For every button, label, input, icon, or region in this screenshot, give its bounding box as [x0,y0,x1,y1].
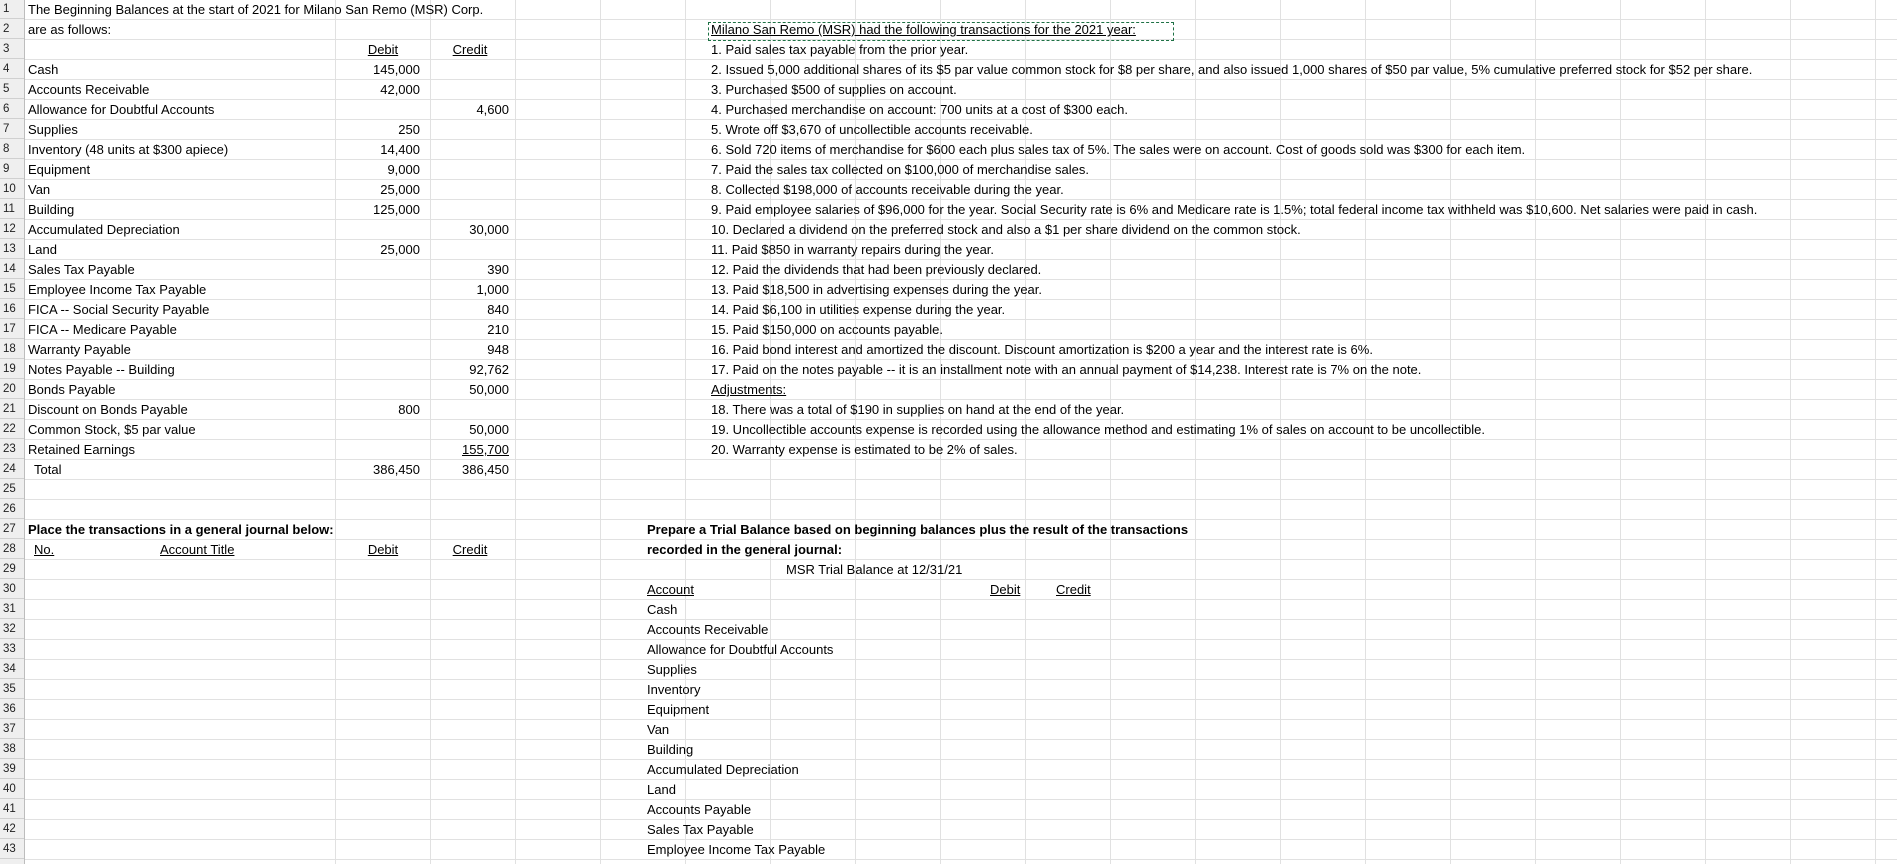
row-number[interactable]: 21 [0,400,24,419]
adjustments-heading: Adjustments: [711,382,787,397]
balance-debit[interactable] [340,340,420,359]
balance-debit[interactable]: 42,000 [380,82,420,97]
row-number[interactable]: 27 [0,520,24,539]
row-number[interactable]: 33 [0,640,24,659]
balance-debit[interactable]: 145,000 [373,62,420,77]
row-number[interactable]: 18 [0,340,24,359]
row-number[interactable]: 4 [0,60,24,79]
balance-debit[interactable]: 800 [398,402,420,417]
transaction-item[interactable]: 13. Paid $18,500 in advertising expenses during the year. [711,282,1043,297]
row-number[interactable]: 23 [0,440,24,459]
transaction-item[interactable]: 3. Purchased $500 of supplies on account. [711,82,957,97]
transaction-item[interactable]: 7. Paid the sales tax collected on $100,000 of merchandise sales. [711,162,1089,177]
transaction-item[interactable]: 6. Sold 720 items of merchandise for $600 each plus sales tax of 5%. The sales were on account. Cost of goods sold was $300 for each item. [711,142,1526,157]
journal-col-account-title: Account Title [160,542,235,557]
balance-account[interactable]: Bonds Payable [28,382,116,397]
trial-account[interactable]: Cash [647,602,678,617]
transaction-item[interactable]: 4. Purchased merchandise on account: 700 units at a cost of $300 each. [711,102,1128,117]
balance-account[interactable]: Supplies [28,122,78,137]
row-number[interactable]: 28 [0,540,24,559]
transaction-item[interactable]: 15. Paid $150,000 on accounts payable. [711,322,944,337]
balance-debit[interactable]: 250 [398,122,420,137]
balance-debit[interactable] [340,300,420,319]
row-number[interactable]: 38 [0,740,24,759]
balance-account[interactable]: Inventory (48 units at $300 apiece) [28,142,229,157]
gridline [1705,0,1706,864]
row-number[interactable]: 25 [0,480,24,499]
balance-credit[interactable]: 50,000 [469,422,509,437]
balance-credit[interactable]: 155,700 [462,442,509,457]
row-number[interactable]: 19 [0,360,24,379]
gridline [335,0,336,864]
transactions-heading: Milano San Remo (MSR) had the following transactions for the 2021 year: [711,22,1136,37]
trial-account[interactable]: Building [647,742,694,757]
intro-line-2: are as follows: [28,22,112,37]
balances-total-debit: 386,450 [373,462,420,477]
gridline [1790,0,1791,864]
balance-account[interactable]: Building [28,202,75,217]
row-number[interactable]: 43 [0,840,24,859]
balance-credit[interactable]: 210 [487,322,509,337]
gridline [1875,0,1876,864]
transaction-item[interactable]: 11. Paid $850 in warranty repairs during the year. [711,242,995,257]
balance-credit[interactable]: 840 [487,302,509,317]
row-number[interactable]: 36 [0,700,24,719]
adjustment-item[interactable]: 20. Warranty expense is estimated to be 2% of sales. [711,442,1018,457]
row-number[interactable]: 20 [0,380,24,399]
balance-account[interactable]: Retained Earnings [28,442,135,457]
balances-credit-header: Credit [452,42,488,57]
balances-debit-header: Debit [367,42,399,57]
balance-credit[interactable]: 1,000 [476,282,509,297]
balance-account[interactable]: Accumulated Depreciation [28,222,180,237]
balance-debit[interactable] [340,280,420,299]
gridline [1620,0,1621,864]
balance-debit[interactable]: 9,000 [387,162,420,177]
balance-credit[interactable] [425,80,509,99]
row-number[interactable]: 17 [0,320,24,339]
journal-heading: Place the transactions in a general journal below: [28,522,334,537]
row-number[interactable]: 14 [0,260,24,279]
balance-debit[interactable] [340,320,420,339]
row-number[interactable]: 16 [0,300,24,319]
row-number[interactable]: 15 [0,280,24,299]
balance-debit[interactable]: 25,000 [380,242,420,257]
row-number[interactable]: 31 [0,600,24,619]
trial-account[interactable]: Equipment [647,702,710,717]
balance-account[interactable]: Discount on Bonds Payable [28,402,188,417]
row-number[interactable]: 3 [0,40,24,59]
trial-account[interactable]: Accounts Receivable [647,622,769,637]
row-number[interactable]: 6 [0,100,24,119]
row-number[interactable]: 5 [0,80,24,99]
balance-debit[interactable] [340,260,420,279]
balance-account[interactable]: Sales Tax Payable [28,262,135,277]
balance-credit[interactable]: 92,762 [469,362,509,377]
row-number[interactable]: 7 [0,120,24,139]
balance-debit[interactable]: 14,400 [380,142,420,157]
balance-account[interactable]: Land [28,242,57,257]
row-number[interactable]: 8 [0,140,24,159]
row-number[interactable]: 32 [0,620,24,639]
row-number[interactable]: 2 [0,20,24,39]
row-number[interactable]: 26 [0,500,24,519]
trial-account[interactable]: Inventory [647,682,701,697]
transaction-item[interactable]: 17. Paid on the notes payable -- it is an installment note with an annual payment of $14,238. Interest rate is 7% on the note. [711,362,1422,377]
row-number[interactable]: 37 [0,720,24,739]
balance-account[interactable]: FICA -- Social Security Payable [28,302,210,317]
adjustment-item[interactable]: 18. There was a total of $190 in supplies on hand at the end of the year. [711,402,1125,417]
row-number[interactable]: 1 [0,0,24,19]
trial-col-account: Account [647,582,694,597]
adjustment-item[interactable]: 19. Uncollectible accounts expense is recorded using the allowance method and estimating 1% of sales on account to be uncollectible. [711,422,1485,437]
transaction-item[interactable]: 9. Paid employee salaries of $96,000 for the year. Social Security rate is 6% and Medicare rate is 1.5%; total federal income tax withheld was $10,600. Net salaries were paid in cash. [711,202,1758,217]
row-number[interactable]: 22 [0,420,24,439]
row-number[interactable]: 30 [0,580,24,599]
balance-account[interactable]: Warranty Payable [28,342,131,357]
balance-account[interactable]: FICA -- Medicare Payable [28,322,177,337]
transaction-item[interactable]: 5. Wrote off $3,670 of uncollectible accounts receivable. [711,122,1033,137]
balance-account[interactable]: Notes Payable -- Building [28,362,175,377]
balance-credit[interactable] [425,60,509,79]
balance-account[interactable]: Cash [28,62,59,77]
row-number[interactable]: 41 [0,800,24,819]
balance-credit[interactable] [425,140,509,159]
balances-total-label: Total [34,462,62,477]
balance-debit[interactable] [340,440,420,459]
row-header-column [0,0,25,864]
balances-total-credit: 386,450 [462,462,509,477]
balance-credit[interactable] [425,400,509,419]
row-number[interactable]: 24 [0,460,24,479]
trial-account[interactable]: Employee Income Tax Payable [647,842,826,857]
trial-account[interactable]: Van [647,722,670,737]
balance-credit[interactable]: 390 [487,262,509,277]
balance-credit[interactable] [425,200,509,219]
balance-credit[interactable] [425,120,509,139]
transaction-item[interactable]: 8. Collected $198,000 of accounts receivable during the year. [711,182,1064,197]
row-number[interactable]: 12 [0,220,24,239]
journal-col-debit: Debit [367,542,399,557]
row-number[interactable]: 34 [0,660,24,679]
gridline [515,0,516,864]
trial-account[interactable]: Land [647,782,676,797]
balance-account[interactable]: Van [28,182,51,197]
trial-account[interactable]: Accumulated Depreciation [647,762,799,777]
balance-account[interactable]: Equipment [28,162,91,177]
transaction-item[interactable]: 10. Declared a dividend on the preferred stock and also a $1 per share dividend on the common stock. [711,222,1301,237]
trial-col-debit: Debit [990,582,1021,597]
balance-credit[interactable] [425,180,509,199]
row-number[interactable]: 29 [0,560,24,579]
gridline [1535,0,1536,864]
balance-credit[interactable]: 50,000 [469,382,509,397]
balance-debit[interactable]: 25,000 [380,182,420,197]
balance-debit[interactable] [340,360,420,379]
balance-account[interactable]: Accounts Receivable [28,82,150,97]
transaction-item[interactable]: 16. Paid bond interest and amortized the discount. Discount amortization is $200 a year and the interest rate is 6%. [711,342,1373,357]
trial-account[interactable]: Allowance for Doubtful Accounts [647,642,834,657]
balance-debit[interactable] [340,380,420,399]
trial-heading-2: recorded in the general journal: [647,542,843,557]
balance-credit[interactable] [425,240,509,259]
balance-credit[interactable]: 4,600 [476,102,509,117]
balance-account[interactable]: Employee Income Tax Payable [28,282,207,297]
transaction-item[interactable]: 2. Issued 5,000 additional shares of its $5 par value common stock for $8 per share, and also issued 1,000 shares of $50 par value, 5% cumulative preferred stock for $52 per share. [711,62,1753,77]
balance-credit[interactable] [425,160,509,179]
row-number[interactable]: 10 [0,180,24,199]
journal-col-no: No. [34,542,55,557]
row-number[interactable]: 40 [0,780,24,799]
row-number[interactable]: 9 [0,160,24,179]
gridline [685,0,686,864]
balance-debit[interactable] [340,100,420,119]
trial-title: MSR Trial Balance at 12/31/21 [786,562,963,577]
trial-account[interactable]: Accounts Payable [647,802,752,817]
balance-account[interactable]: Common Stock, $5 par value [28,422,196,437]
gridline [600,0,601,864]
balance-debit[interactable] [340,420,420,439]
balance-debit[interactable]: 125,000 [373,202,420,217]
transaction-item[interactable]: 12. Paid the dividends that had been previously declared. [711,262,1042,277]
balance-account[interactable]: Allowance for Doubtful Accounts [28,102,215,117]
row-number[interactable]: 11 [0,200,24,219]
transaction-item[interactable]: 1. Paid sales tax payable from the prior year. [711,42,969,57]
row-number[interactable]: 42 [0,820,24,839]
intro-line-1: The Beginning Balances at the start of 2021 for Milano San Remo (MSR) Corp. [28,2,484,17]
balance-debit[interactable] [340,220,420,239]
trial-account[interactable]: Sales Tax Payable [647,822,754,837]
row-number[interactable]: 35 [0,680,24,699]
balance-credit[interactable]: 30,000 [469,222,509,237]
row-number[interactable]: 13 [0,240,24,259]
trial-heading-1: Prepare a Trial Balance based on beginning balances plus the result of the transactions [647,522,1189,537]
journal-col-credit: Credit [452,542,488,557]
trial-account[interactable]: Supplies [647,662,697,677]
trial-col-credit: Credit [1056,582,1091,597]
row-number[interactable]: 39 [0,760,24,779]
balance-credit[interactable]: 948 [487,342,509,357]
transaction-item[interactable]: 14. Paid $6,100 in utilities expense during the year. [711,302,1006,317]
